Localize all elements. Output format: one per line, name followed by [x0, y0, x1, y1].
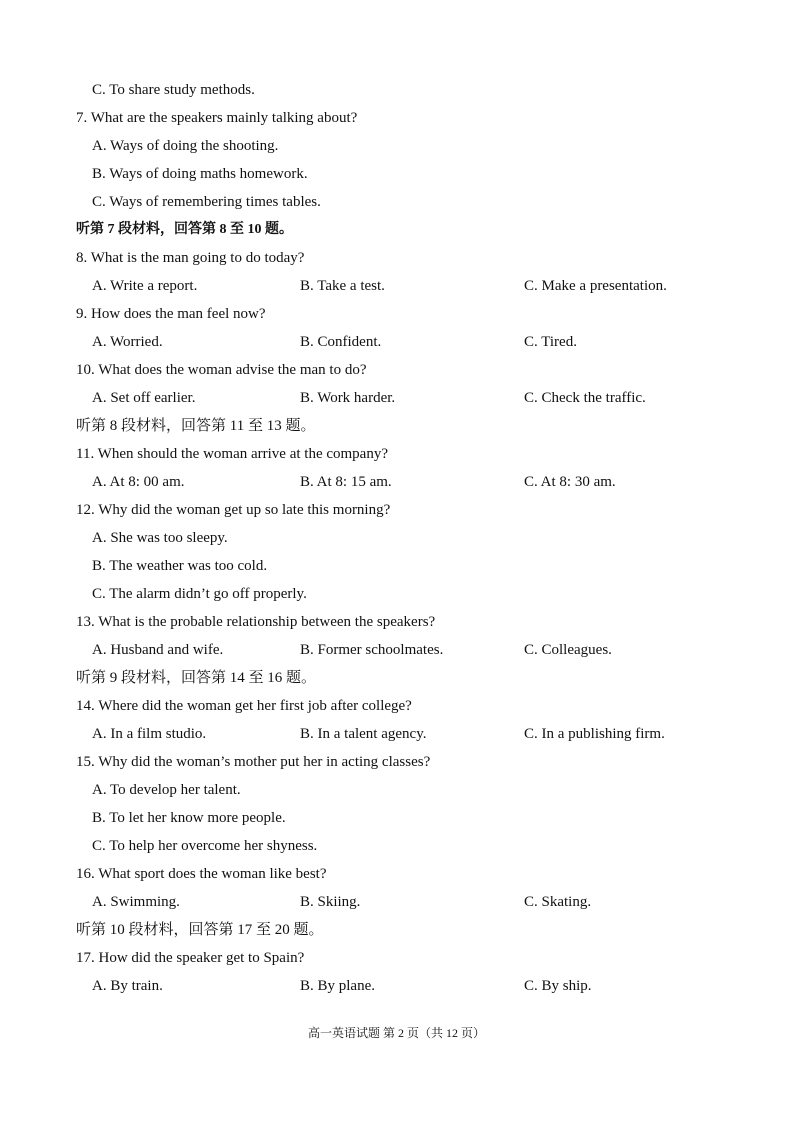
- answer-option-b: B. Confident.: [300, 334, 382, 350]
- answer-option-c: C. Tired.: [524, 334, 577, 350]
- answer-option: C. Ways of remembering times tables.: [92, 194, 321, 210]
- section-instruction: 听第 8 段材料，回答第 11 至 13 题。: [76, 418, 316, 434]
- question-stem: 17. How did the speaker get to Spain?: [76, 950, 305, 966]
- answer-option-c: C. In a publishing firm.: [524, 726, 665, 742]
- answer-option-a: A. In a film studio.: [92, 726, 207, 742]
- answer-option-c: C. Colleagues.: [524, 642, 612, 658]
- question-stem: 8. What is the man going to do today?: [76, 250, 305, 266]
- answer-option-b: B. Work harder.: [300, 390, 396, 406]
- answer-option-a: A. Worried.: [92, 334, 163, 350]
- answer-option-a: A. Write a report.: [92, 278, 198, 294]
- answer-option-a: A. At 8: 00 am.: [92, 474, 185, 490]
- question-stem: 10. What does the woman advise the man to do?: [76, 362, 367, 378]
- answer-option: B. Ways of doing maths homework.: [92, 166, 308, 182]
- section-instruction: 听第 10 段材料，回答第 17 至 20 题。: [76, 922, 324, 938]
- answer-option: A. Ways of doing the shooting.: [92, 138, 279, 154]
- answer-option-b: B. At 8: 15 am.: [300, 474, 392, 490]
- answer-option-b: B. In a talent agency.: [300, 726, 427, 742]
- answer-option-b: B. Former schoolmates.: [300, 642, 444, 658]
- answer-option-c: C. At 8: 30 am.: [524, 474, 616, 490]
- section-instruction: 听第 9 段材料，回答第 14 至 16 题。: [76, 670, 317, 686]
- answer-option-c: C. Make a presentation.: [524, 278, 667, 294]
- question-stem: 15. Why did the woman’s mother put her in acting classes?: [76, 754, 431, 770]
- answer-option-b: B. Take a test.: [300, 278, 385, 294]
- question-stem: 7. What are the speakers mainly talking about?: [76, 110, 358, 126]
- page-footer: 高一英语试题 第 2 页（共 12 页）: [307, 1026, 485, 1040]
- answer-option-c: C. By ship.: [524, 978, 592, 994]
- answer-option: B. To let her know more people.: [92, 810, 286, 826]
- answer-option-b: B. Skiing.: [300, 894, 361, 910]
- answer-option-c: C. Check the traffic.: [524, 390, 646, 406]
- section-instruction: 听第 7 段材料，回答第 8 至 10 题。: [76, 222, 293, 237]
- answer-option-c: C. Skating.: [524, 894, 592, 910]
- question-stem: 11. When should the woman arrive at the company?: [76, 446, 388, 462]
- question-stem: 9. How does the man feel now?: [76, 306, 266, 322]
- answer-option: A. She was too sleepy.: [92, 530, 228, 546]
- answer-option: C. The alarm didn’t go off properly.: [92, 586, 307, 602]
- answer-option-a: A. Swimming.: [92, 894, 180, 910]
- answer-option-a: A. Husband and wife.: [92, 642, 224, 658]
- answer-option-a: A. By train.: [92, 978, 163, 994]
- answer-option: B. The weather was too cold.: [92, 558, 268, 574]
- answer-option-a: A. Set off earlier.: [92, 390, 196, 406]
- question-stem: 16. What sport does the woman like best?: [76, 866, 327, 882]
- question-stem: 13. What is the probable relationship between the speakers?: [76, 614, 436, 630]
- answer-option: A. To develop her talent.: [92, 782, 241, 798]
- question-stem: 14. Where did the woman get her first job after college?: [76, 698, 412, 714]
- question-stem: 12. Why did the woman get up so late this morning?: [76, 502, 391, 518]
- answer-option: C. To help her overcome her shyness.: [92, 838, 318, 854]
- answer-option: C. To share study methods.: [92, 82, 255, 98]
- answer-option-b: B. By plane.: [300, 978, 375, 994]
